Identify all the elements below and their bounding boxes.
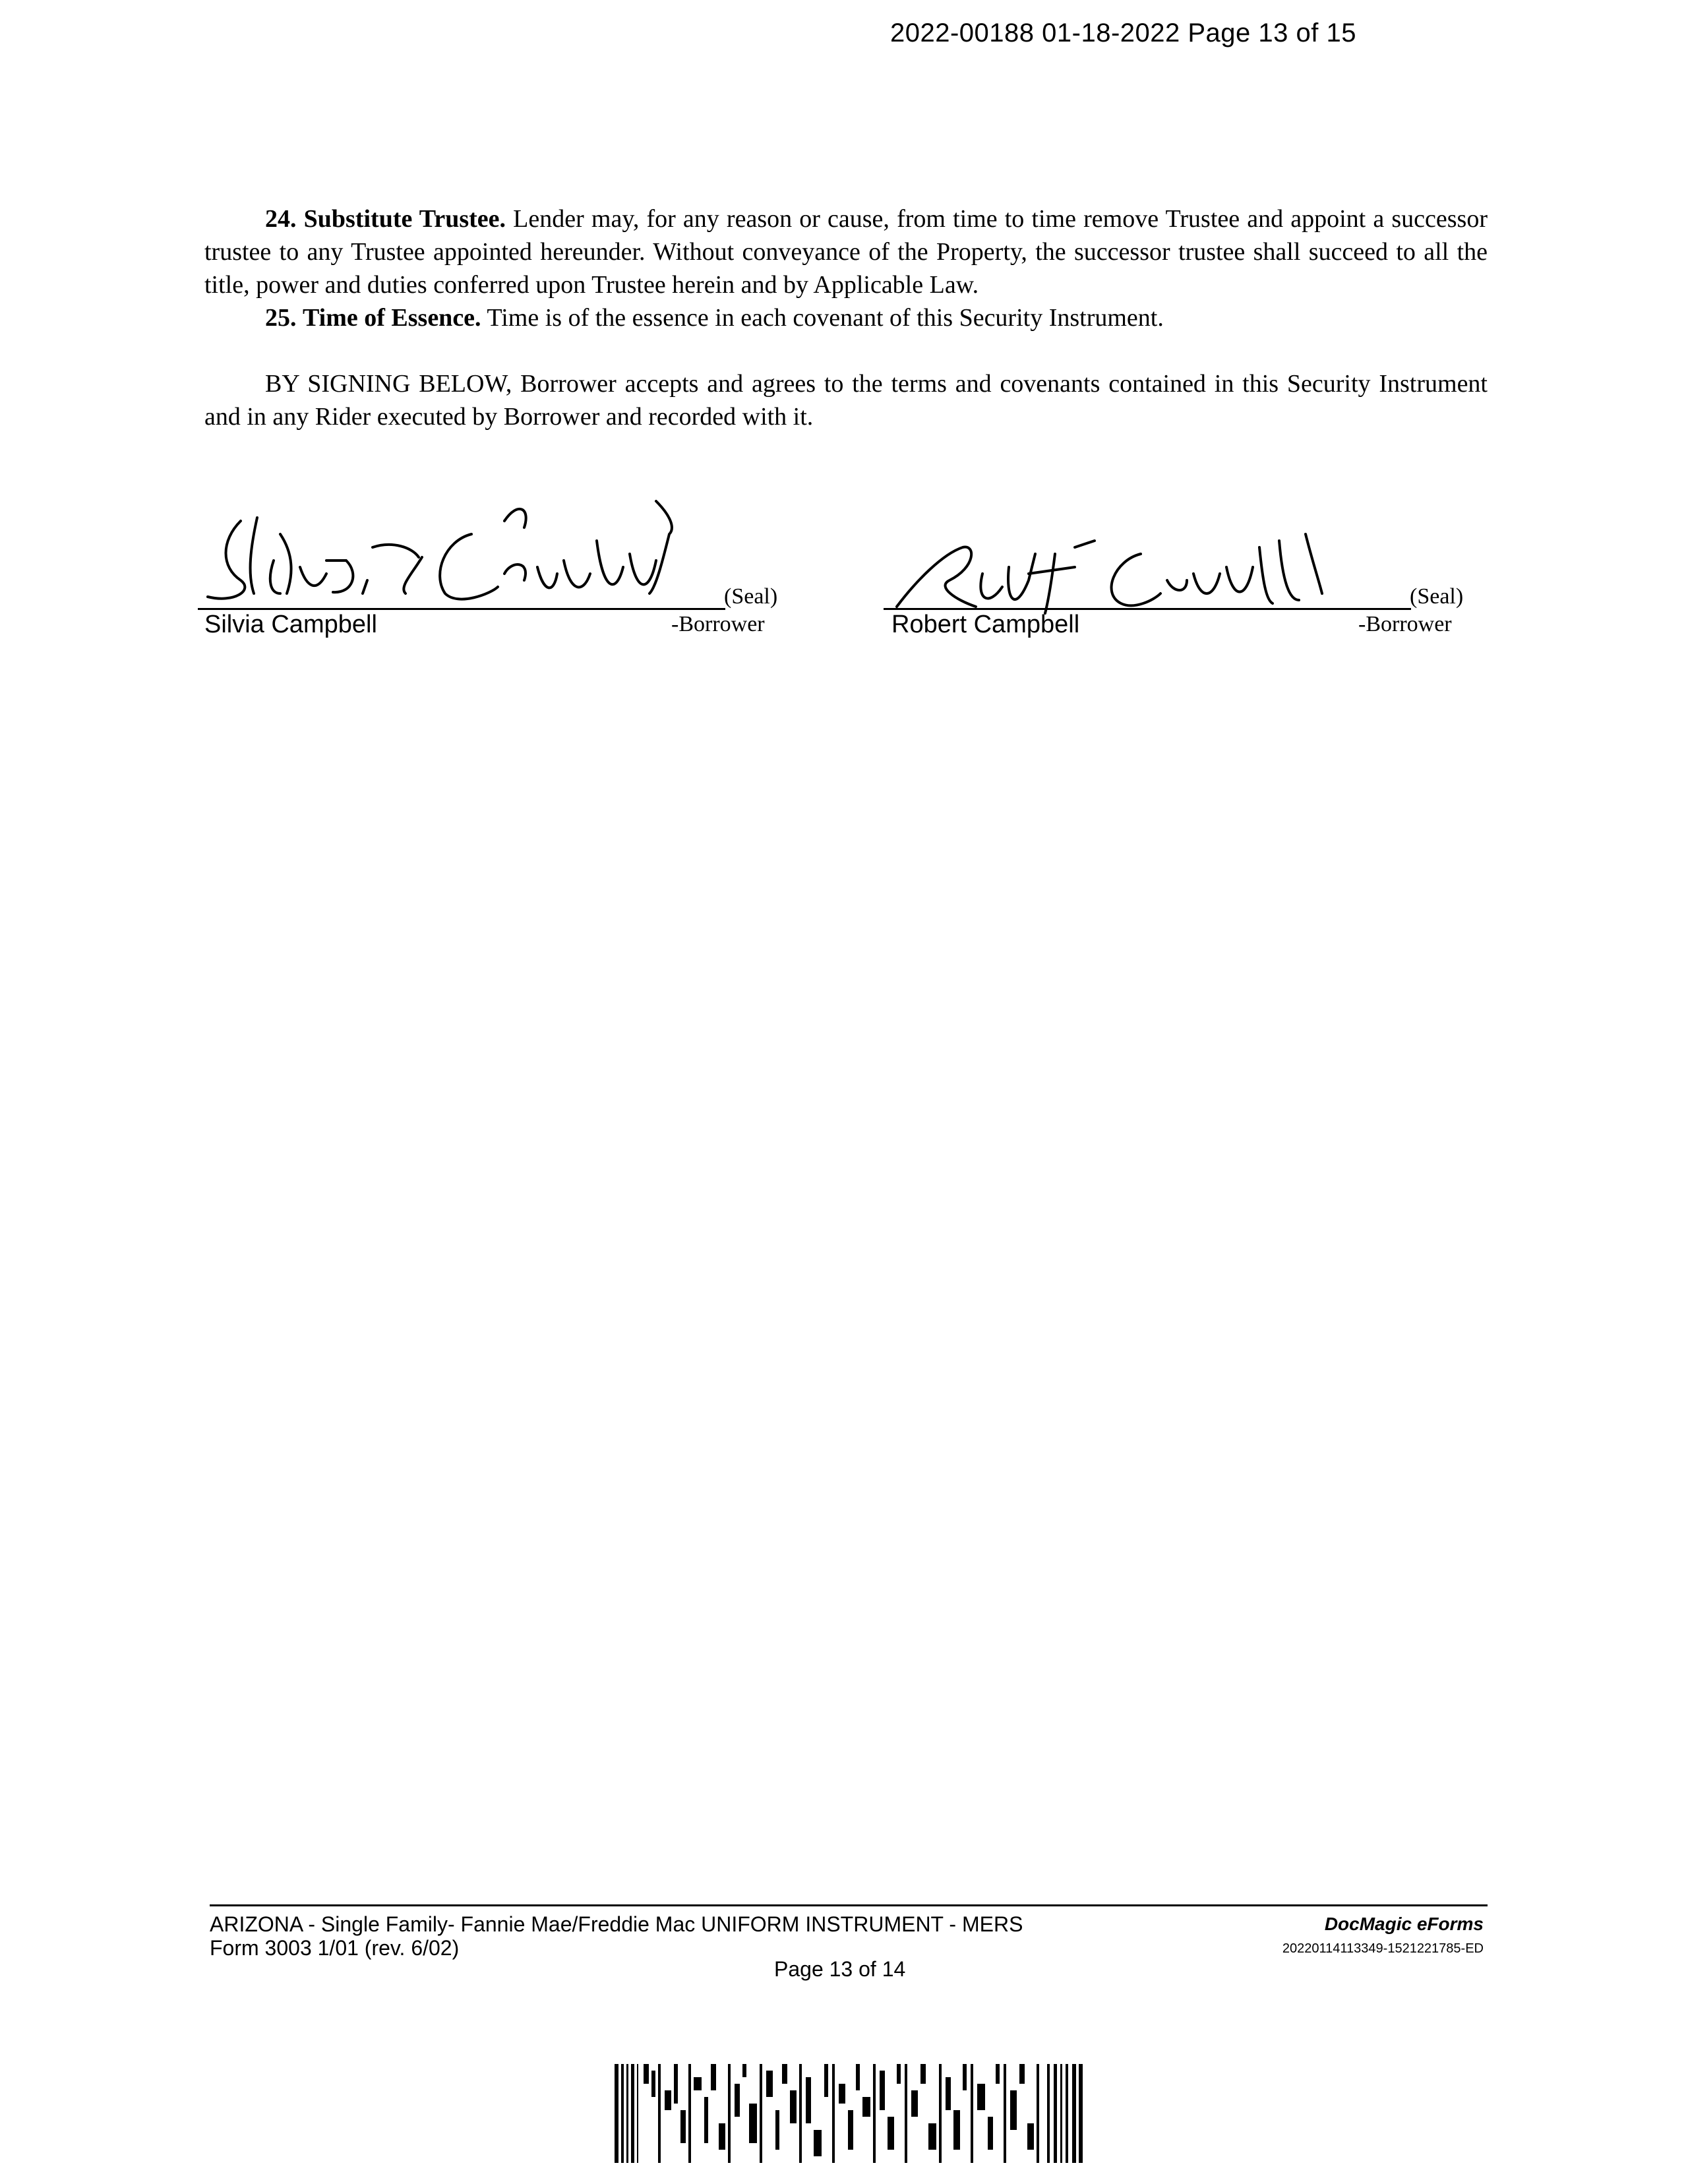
signing-statement	[204, 367, 1488, 433]
signer-name-1: Silvia Campbell	[204, 611, 377, 638]
section-25-text: Time is of the essence in each covenant of this Security Instrument.	[487, 304, 1164, 332]
section-24-text: Lender may, for any reason or cause, from time to time remove Trustee and appoint a successor trustee to any Trustee appointed hereunder. Without conveyance of the Property, the successor trustee shall succeed to all the title, power and duties conferred upon Trustee herein and by Applicable Law.	[204, 205, 1488, 299]
page-number: Page 13 of 14	[774, 1957, 906, 1981]
recording-stamp: 2022-00188 01-18-2022 Page 13 of 15	[890, 18, 1356, 47]
section-24	[204, 202, 1488, 301]
section-25-number: 25.	[265, 304, 297, 332]
handwritten-signature-robert	[877, 528, 1325, 620]
form-title: ARIZONA - Single Family- Fannie Mae/Freddie Mac UNIFORM INSTRUMENT - MERS	[210, 1912, 1023, 1936]
section-25-title: Time of Essence.	[303, 304, 481, 332]
signer-role-2: -Borrower	[1358, 612, 1452, 636]
signer-role-1: -Borrower	[671, 612, 765, 636]
section-24-number: 24.	[265, 205, 297, 233]
seal-label-2: (Seal)	[1410, 584, 1464, 609]
seal-label-1: (Seal)	[724, 584, 778, 609]
signer-name-2: Robert Campbell	[891, 611, 1080, 638]
handwritten-signature-silvia	[195, 495, 682, 613]
section-25	[204, 301, 1488, 334]
form-description	[210, 1912, 1023, 1960]
signing-statement-text: BY SIGNING BELOW, Borrower accepts and agrees to the terms and covenants contained in this Security Instrument and in any Rider executed by Borrower and recorded with it.	[204, 370, 1488, 431]
footer-divider	[210, 1904, 1488, 1906]
form-number: Form 3003 1/01 (rev. 6/02)	[210, 1936, 460, 1960]
section-24-title: Substitute Trustee.	[303, 205, 506, 233]
docmagic-logo: DocMagic eForms	[1324, 1914, 1484, 1934]
document-id: 20220114113349-1521221785-ED	[1282, 1941, 1484, 1956]
barcode-icon	[615, 2064, 1083, 2163]
